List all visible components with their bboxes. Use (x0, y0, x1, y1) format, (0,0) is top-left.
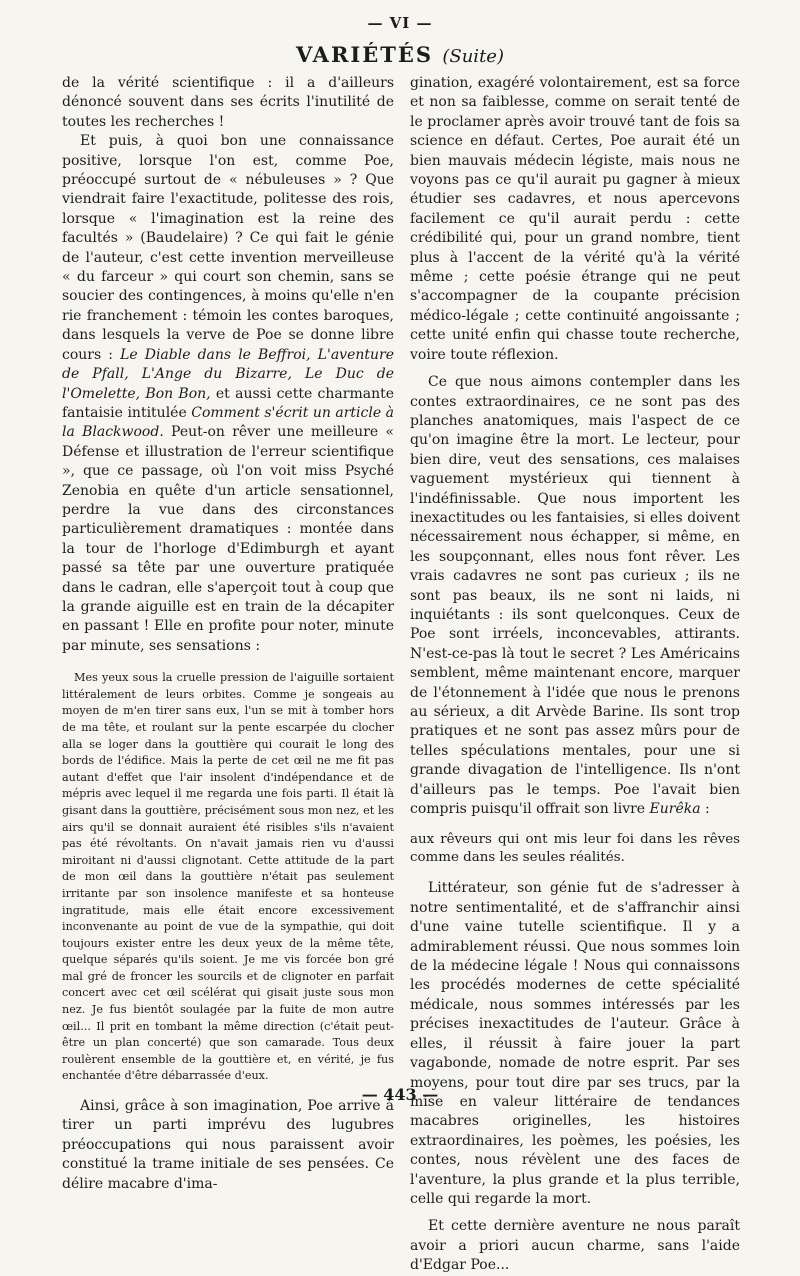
left-paragraph-3: Ainsi, grâce à son imagination, Poe arrive à tirer un parti imprévu des lugubres préoccupations qui nous paraissent avoir constitué la trame initiale de ses pensées. Ce délire macabre d'ima- (62, 1098, 394, 1192)
section-title-text: VARIÉTÉS (296, 42, 434, 67)
right-paragraph-2-text-a: Ce que nous aimons contempler dans les contes extraordinaires, ce ne sont pas des planches anatomiques, mais l'aspect de ce qu'on imagine être la mort. Le lecteur, pour bien dire, veut des sensations, ces malaises vaguement mystérieux qui tiennent à l'indéfinissable. Que nous importent les inexactitudes ou les fantaisies, si elles doivent nécessairement nous échapper, si même, en les soupçonnant, elles nous font rêver. Les vrais cadavres ne sont pas curieux ; ils ne sont pas beaux, ils ne sont ni laids, ni inquiétants : ils sont quelconques. Ceux de Poe sont irréels, inconcevables, attirants. N'est-ce-pas là tout le secret ? Les Américains semblent, même maintenant encore, marquer de l'étonnement à l'idée que nous le prenons au sérieux, a dit Arvède Barine. Ils sont trop pratiques et ne sont pas assez mûrs pour de telles spéculations mentales, pour une si grande divagation de l'intelligence. Ils n'ont d'ailleurs pas le temps. Poe l'avait bien compris puisqu'il offrait son livre (410, 374, 740, 818)
right-quote-text: aux rêveurs qui ont mis leur foi dans les rêves comme dans les seules réalités. (410, 832, 740, 866)
left-paragraph-2-text-c: Peut-on rêver une meilleure « Défense et illustration de l'erreur scientifique », que ce passage, où l'on voit miss Psyché Zenobia en quête d'un article sensationnel, perdre la vue dans des circonstances particulièrement dramatiques : montée dans la tour de l'horloge d'Edimburgh et ayant passé sa tête par une ouverture pratiquée dans le cadran, elle s'aperçoit tout à coup que la grande aiguille est en train de la décapiter en passant ! Elle en profite pour noter, minute par minute, ses sensations : (62, 424, 394, 654)
right-paragraph-3: Littérateur, son génie fut de s'adresser à notre sentimentalité, et de s'affranchir ainsi d'une vaine tutelle scientifique. Il y a admirablement réussi. Que nous sommes loin de la médecine légale ! Nous qui connaissons les procédés modernes de cette spécialité médicale, nous sommes intéressés par les précises inexactitudes de l'auteur. Grâce à elles, il réussit à faire jouer la part vagabonde, nomade de notre esprit. Par ses moyens, pour tout dire par ses trucs, par la mise en valeur littéraire de tendances macabres originelles, les histoires extraordinaires, les poèmes, les poésies, les contes, nous révèlent une des faces de l'aventure, la plus grande et la plus terrible, celle qui regarde la mort. (410, 880, 740, 1207)
left-paragraph-1: de la vérité scientifique : il a d'ailleurs dénoncé souvent dans ses écrits l'inutilité de toutes les recherches ! (62, 75, 394, 130)
section-title-suffix: (Suite) (442, 46, 504, 67)
left-paragraph-2-title2: Comment s'écrit un article à la Blackwood. (62, 404, 394, 441)
left-paragraph-2 (62, 132, 394, 656)
left-paragraph-2-text-a: Et puis, à quoi bon une connaissance positive, lorsque l'on est, comme Poe, préoccupé surtout de « nébuleuses » ? Que viendrait faire l'exactitude, politesse des rois, lorsque « l'imagination est la reine des facultés » (Baudelaire) ? Ce qui fait le génie de l'auteur, c'est cette invention merveilleuse « du farceur » qui court son chemin, sans se soucier des contingences, à moins qu'elle n'en rie franchement : témoin les contes baroques, dans lesquels la verve de Poe se donne libre cours : (62, 133, 394, 363)
left-column (62, 74, 394, 1194)
left-quote-text: Mes yeux sous la cruelle pression de l'aiguille sortaient littéralement de leurs orbites. Comme je songeais au moyen de m'en tirer sans eux, l'un se mit à tomber hors de ma tête, et roulant sur la pente escarpée du clocher alla se loger dans la gouttière qui courait le long des bords de l'édifice. Mais la perte de cet œil ne me fit pas autant d'effet que l'air insolent d'indépendance et de mépris avec lequel il me regarda une fois parti. Il était là gisant dans la gouttière, précisément sous mon nez, et les airs qu'il se donnait auraient été risibles s'ils n'avaient pas été révoltants. On n'avait jamais rien vu d'aussi miroitant ni d'aussi clignotant. Cette attitude de la part de mon œil dans la gouttière n'était pas seulement irritante par son insolence manifeste et sa honteuse ingratitude, mais elle était encore excessivement inconvenante au point de vue de la sympathie, qui doit toujours exister entre les deux yeux de la même tête, quelque séparés qu'ils soient. Je me vis forcée bon gré mal gré de froncer les sourcils et de clignoter en parfait concert avec cet œil scélérat qui gisait juste sous mon nez. Je fus bientôt soulagée par la fuite de mon autre œil... Il prit en tombant la même direction (c'était peut-être un plan concerté) que son camarade. Tous deux roulèrent ensemble de la gouttière et, en vérité, je fus enchantée d'être débarrassée d'eux. (62, 671, 394, 1083)
left-paragraph-2-text-b: et aussi cette charmante fantaisie intitulée (62, 385, 394, 421)
left-quote-block (62, 670, 394, 1085)
section-title (0, 42, 800, 67)
left-paragraph-2-titles: Le Diable dans le Beffroi, L'aventure de Pfall, L'Ange du Bizarre, Le Duc de l'Omelette, Bon Bon, (62, 346, 394, 402)
right-paragraph-4: Et cette dernière aventure ne nous paraît avoir a priori aucun charme, sans l'aide d'Edgar Poe... (410, 1218, 740, 1274)
right-paragraph-1: gination, exagéré volontairement, est sa force et non sa faiblesse, comme on serait tenté de le proclamer après avoir trouvé tant de fois sa science en défaut. Certes, Poe aurait été un bien mauvais médecin légiste, mais nous ne voyons pas ce qu'il aurait pu gagner à mieux étudier ses cadavres, et nous apercevons facilement ce qu'il aurait perdu : cette crédibilité qui, pour un grand nombre, tient plus à l'accent de la vérité qu'à la vérité même ; cette poésie étrange qui ne peut s'accompagner de la coupante précision médico-légale ; cette continuité angoissante ; cette unité enfin qui chasse toute recherche, voire toute réflexion. (410, 75, 740, 363)
right-paragraph-2 (410, 373, 740, 819)
right-quote-block (410, 831, 740, 867)
right-paragraph-2-title: Eurêka (649, 801, 701, 818)
right-paragraph-2-text-b: : (700, 801, 710, 818)
page-roman-numeral: — VI — (367, 14, 433, 32)
page-number: — 443 — (361, 1085, 439, 1104)
